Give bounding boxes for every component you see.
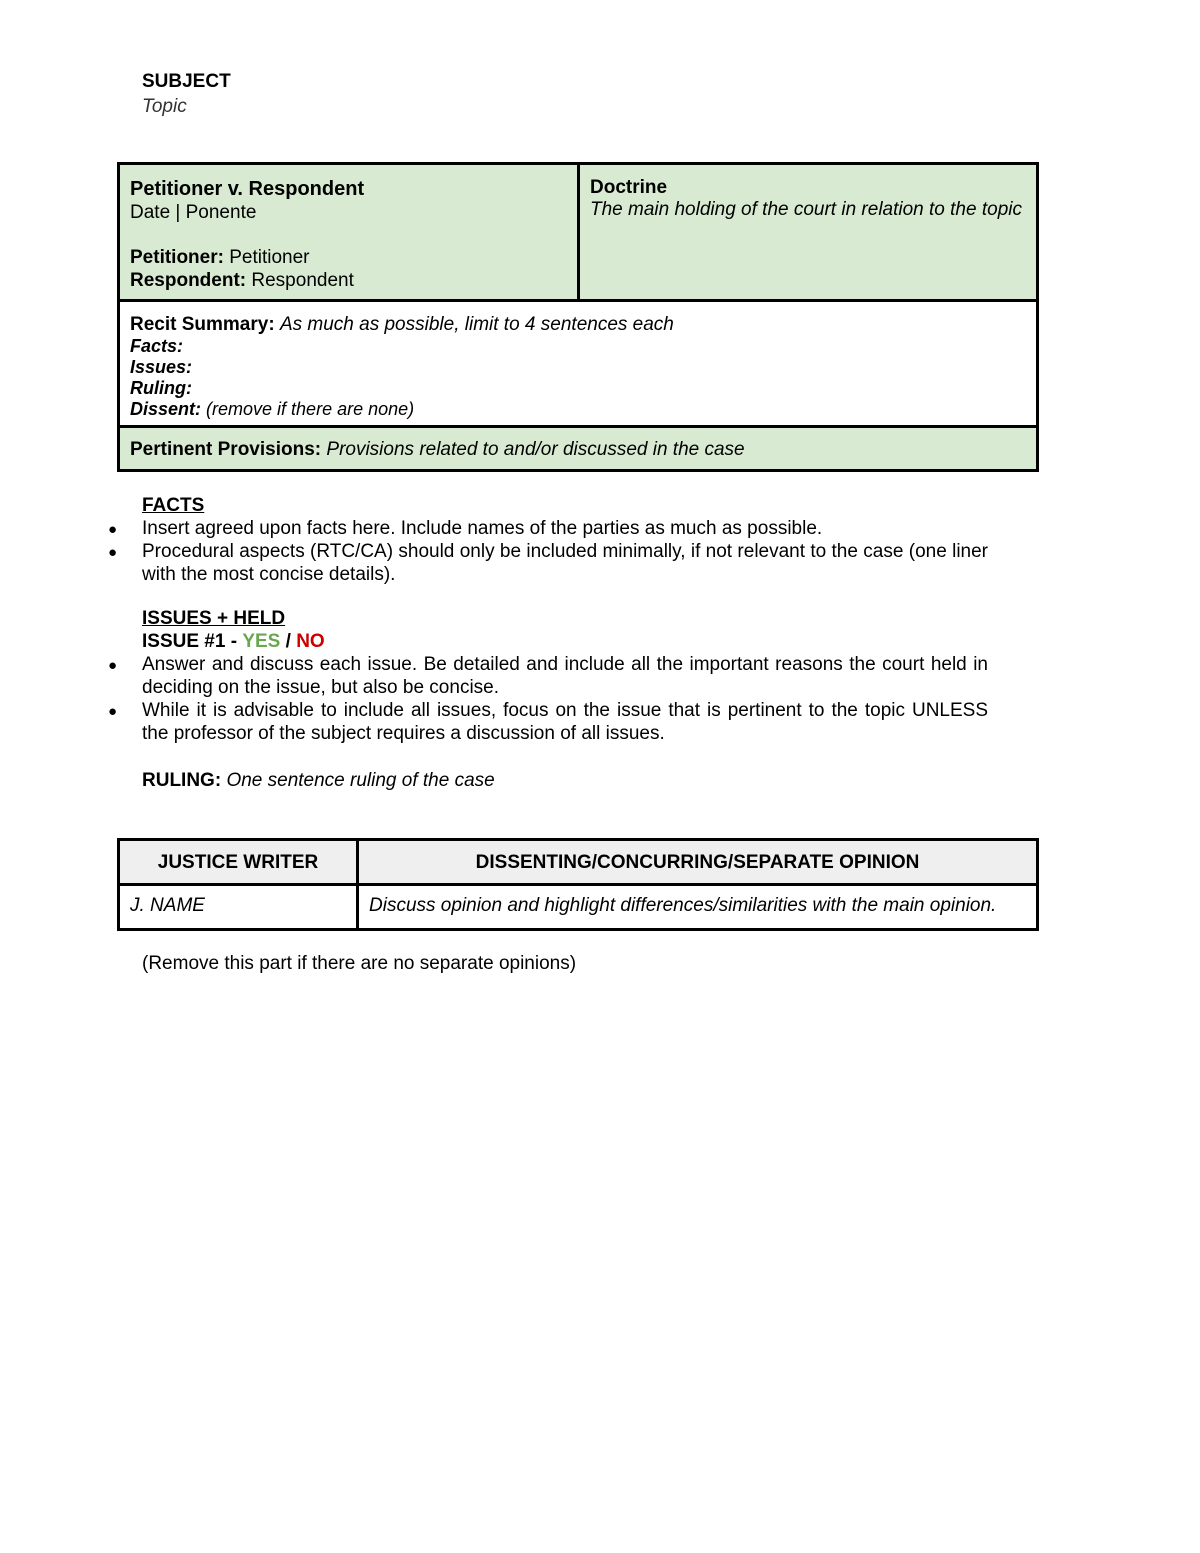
respondent-line [130, 269, 567, 292]
opinion-text-cell: Discuss opinion and highlight differences/similarities with the main opinion. [359, 886, 1036, 928]
ruling-line [142, 769, 495, 792]
no-label: NO [296, 631, 325, 652]
petitioner-value: Petitioner [229, 247, 310, 268]
dissent-line [130, 399, 1026, 420]
recit-note: As much as possible, limit to 4 sentences each [279, 314, 674, 335]
slash-separator: / [285, 631, 291, 652]
provisions-line [130, 438, 1026, 461]
issue-line [142, 630, 988, 653]
justice-writer-header: JUSTICE WRITER [120, 841, 359, 886]
provisions-note: Provisions related to and/or discussed in the case [326, 439, 745, 460]
justice-name-cell: J. NAME [120, 886, 359, 928]
ruling-label: Ruling: [130, 378, 192, 398]
bullet-icon: ● [108, 521, 118, 538]
bullet-icon: ● [108, 657, 118, 674]
issues-label: Issues: [130, 357, 193, 377]
footer-note: (Remove this part if there are no separate opinions) [142, 953, 577, 974]
list-item: ● Insert agreed upon facts here. Include names of the parties as much as possible. [108, 518, 823, 539]
topic-label: Topic [142, 96, 187, 117]
petitioner-label: Petitioner: [130, 247, 224, 268]
issues-section [108, 607, 988, 745]
issues-heading: ISSUES + HELD [142, 608, 286, 629]
list-item: ● While it is advisable to include all issues, focus on the issue that is pertinent to the topic UNLESS the professor of the subject requires a discussion of all issues. [108, 700, 988, 744]
case-info-cell [120, 165, 580, 302]
list-item: ● Answer and discuss each issue. Be detailed and include all the important reasons the court held in deciding on the issue, but also be concise. [108, 654, 988, 698]
doctrine-label: Doctrine [590, 177, 668, 198]
bullet-icon: ● [108, 544, 118, 561]
case-title: Petitioner v. Respondent [130, 178, 365, 200]
case-summary-table [117, 162, 1039, 472]
dissent-label: Dissent: [130, 399, 202, 419]
issues-list [72, 653, 988, 745]
ruling-heading: RULING: [142, 770, 222, 791]
provisions-label: Pertinent Provisions: [130, 439, 322, 460]
facts-section [108, 494, 988, 586]
yes-label: YES [242, 631, 281, 652]
facts-heading: FACTS [142, 495, 205, 516]
doctrine-text: The main holding of the court in relation to the topic [590, 199, 1022, 220]
recit-label: Recit Summary: [130, 314, 275, 335]
issue-label: ISSUE #1 - [142, 631, 238, 652]
subject-heading: SUBJECT [142, 71, 231, 92]
list-item: ● Procedural aspects (RTC/CA) should only be included minimally, if not relevant to the case (one liner with the most concise details). [108, 541, 988, 585]
date-ponente: Date | Ponente [130, 202, 257, 223]
recit-line [130, 313, 1026, 336]
dissent-note: (remove if there are none) [206, 399, 415, 419]
respondent-value: Respondent [251, 270, 354, 291]
petitioner-line [130, 246, 567, 269]
recit-summary-cell [120, 302, 1036, 428]
opinion-header: DISSENTING/CONCURRING/SEPARATE OPINION [359, 841, 1036, 886]
pertinent-provisions-cell [120, 428, 1036, 469]
ruling-text: One sentence ruling of the case [226, 770, 495, 791]
doctrine-cell [580, 165, 1036, 302]
facts-list [72, 517, 988, 586]
facts-label: Facts: [130, 336, 184, 356]
respondent-label: Respondent: [130, 270, 247, 291]
separate-opinion-table [117, 838, 1039, 931]
bullet-icon: ● [108, 703, 118, 720]
